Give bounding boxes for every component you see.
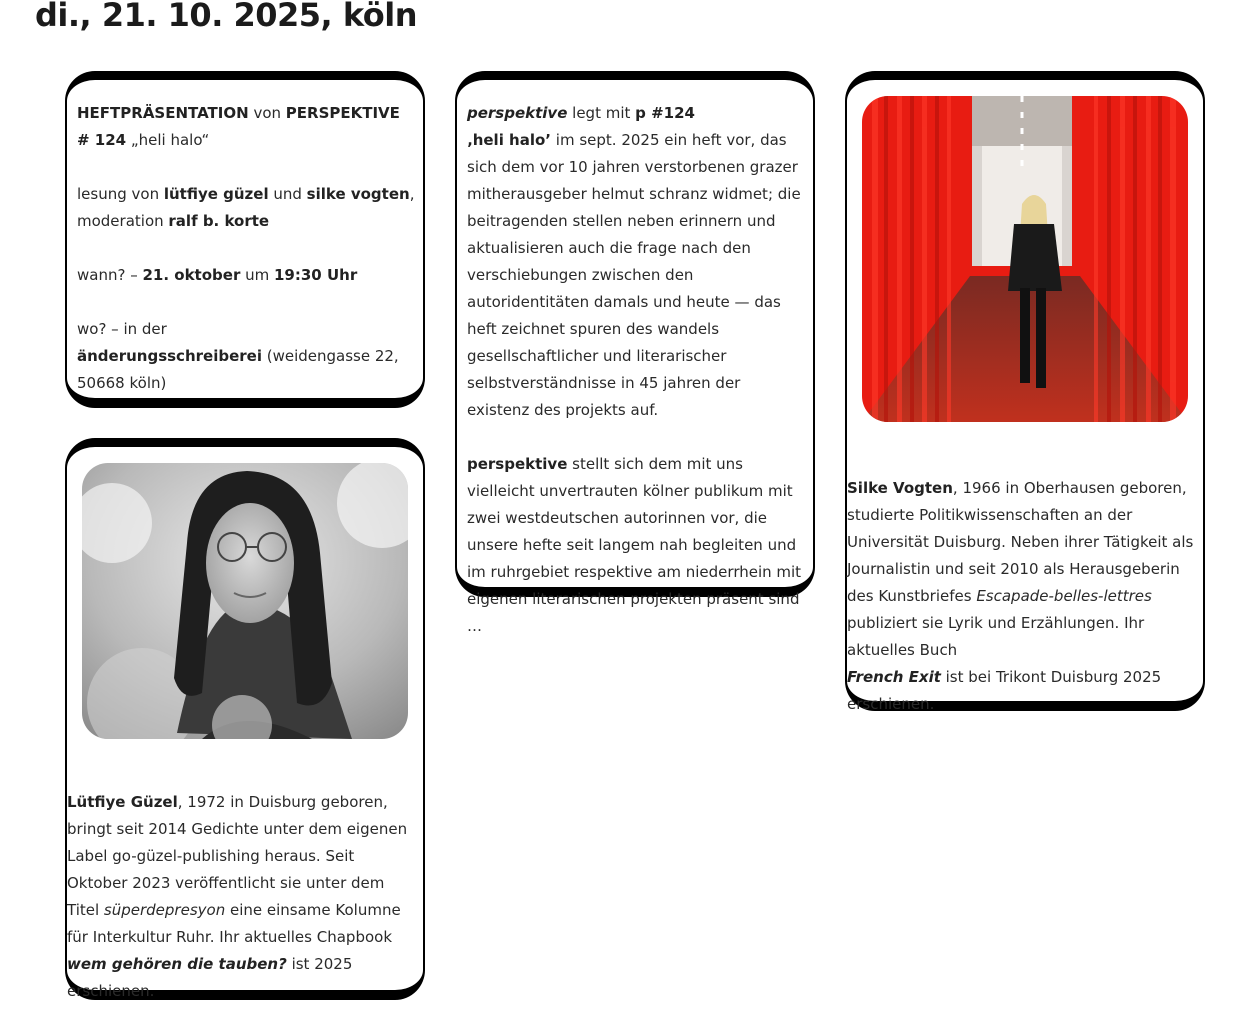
reading-und: und <box>268 185 307 203</box>
vogten-magazine-title: Escapade-belles-lettres <box>976 587 1152 605</box>
event-card <box>65 71 425 408</box>
guzel-column-title: süperdepresyon <box>103 901 226 919</box>
reader-1: lütfiye güzel <box>163 185 269 203</box>
where-pre: wo? – in der <box>77 320 167 338</box>
about-legt: legt mit <box>567 104 636 122</box>
portrait-photo-icon <box>862 96 1188 422</box>
event-heading-label: HEFTPRÄSENTATION <box>77 104 249 122</box>
vogten-book-title: French Exit <box>847 668 941 686</box>
event-heading-issue: PERSPEKTIVE # 124 <box>77 104 400 149</box>
perspektive-bold: perspektive <box>467 455 568 473</box>
vogten-portrait-photo <box>862 96 1188 422</box>
guzel-bio-part3: ist 2025 erschienen. <box>67 955 353 1000</box>
about-issue: p #124 <box>635 104 695 122</box>
about-text <box>467 100 807 640</box>
guzel-bio <box>67 789 419 1005</box>
venue: änderungsschreiberei <box>77 347 262 365</box>
event-text <box>77 100 415 397</box>
event-heading-von: von <box>248 104 286 122</box>
guzel-bio-part1: , 1972 in Duisburg geboren, bringt seit 2014 Gedichte unter dem eigenen Label go-güzel-publishing heraus. Seit Oktober 2023 veröffentlicht sie unter dem Titel <box>67 793 408 919</box>
vogten-bio-part1: , 1966 in Oberhausen geboren, studierte Politikwissenschaften an der Universität Duisburg. Neben ihrer Tätigkeit als Journalistin und seit 2010 als Herausgeberin des Kunstbriefes <box>847 479 1194 605</box>
vogten-name: Silke Vogten <box>847 479 953 497</box>
about-issue-title: ‚heli halo’ <box>467 131 552 149</box>
vogten-bio-part2: publiziert sie Lyrik und Erzählungen. Ihr aktuelles Buch <box>847 614 1145 659</box>
when-pre: wann? – <box>77 266 143 284</box>
vogten-bio <box>847 475 1199 718</box>
reading-mod: , moderation <box>77 185 415 230</box>
page-title: di., 21. 10. 2025, köln <box>35 0 417 34</box>
event-time: 19:30 Uhr <box>274 266 358 284</box>
reader-2: silke vogten <box>306 185 410 203</box>
vogten-card <box>845 71 1205 711</box>
event-date: 21. oktober <box>142 266 241 284</box>
vogten-bio-part3: ist bei Trikont Duisburg 2025 erschienen. <box>847 668 1162 713</box>
guzel-bio-part2: eine einsame Kolumne für Interkultur Ruhr. Ihr aktuelles Chapbook <box>67 901 401 946</box>
portrait-photo-icon <box>82 463 408 739</box>
moderator: ralf b. korte <box>168 212 270 230</box>
event-heading-title: „heli halo“ <box>126 131 210 149</box>
perspektive-em: perspektive <box>467 104 568 122</box>
reading-pre: lesung von <box>77 185 164 203</box>
guzel-book-title: wem gehören die tauben? <box>67 955 287 973</box>
venue-address: (weidengasse 22, 50668 köln) <box>77 347 399 392</box>
when-um: um <box>240 266 274 284</box>
guzel-portrait-photo <box>82 463 408 739</box>
about-paragraph-2: stellt sich dem mit uns vielleicht unvertrauten kölner publikum mit zwei westdeutschen autorinnen vor, die unsere hefte seit langem nah begleiten und im ruhrgebiet respektive am niederrhein mit eigenen literarischen projekten präsent sind … <box>467 455 802 635</box>
about-card <box>455 71 815 635</box>
about-paragraph-1: im sept. 2025 ein heft vor, das sich dem vor 10 jahren verstorbenen grazer mitherausgeber helmut schranz widmet; die beitragenden stellen neben erinnern und aktualisieren auch die frage nach den verschiebungen zwischen den autoridentitäten damals und heute — das heft zeichnet spuren des wandels gesellschaftlicher und literarischer selbstverständnisse in 45 jahren der existenz des projekts auf. <box>467 131 801 419</box>
guzel-name: Lütfiye Güzel <box>67 793 178 811</box>
guzel-card <box>65 438 425 1000</box>
